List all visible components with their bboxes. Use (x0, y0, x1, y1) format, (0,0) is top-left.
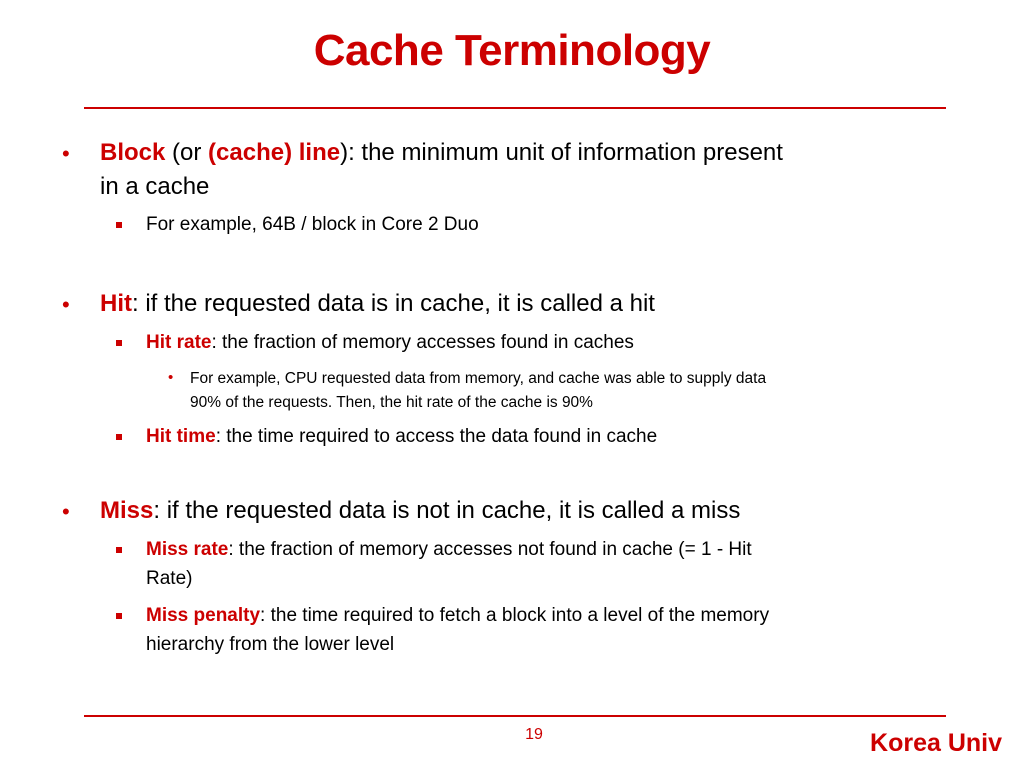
footer-org: Korea Univ (870, 729, 1002, 757)
square-bullet-icon (116, 613, 122, 619)
block-bullet-line1 (100, 139, 783, 167)
miss-penalty-line2: hierarchy from the lower level (146, 634, 395, 655)
slide-title: Cache Terminology (313, 26, 711, 75)
miss-bullet-line (100, 497, 740, 525)
block-text-b: ): the minimum unit of information present (340, 139, 783, 166)
miss-text: : if the requested data is not in cache, it is called a miss (153, 497, 741, 524)
term-miss: Miss (100, 497, 154, 524)
hit-text: : if the requested data is in cache, it is called a hit (132, 290, 655, 317)
hit-time-line (146, 426, 657, 448)
miss-rate-line2: Rate) (146, 568, 193, 589)
hit-rate-text: : the fraction of memory accesses found in caches (211, 332, 634, 353)
term-hit-time: Hit time (146, 426, 216, 447)
term-block: Block (100, 139, 166, 166)
square-bullet-icon (116, 434, 122, 440)
square-bullet-icon (116, 340, 122, 346)
block-example: For example, 64B / block in Core 2 Duo (146, 214, 479, 235)
miss-rate-text: : the fraction of memory accesses not found in cache (= 1 - Hit (228, 539, 752, 560)
square-bullet-icon (116, 222, 122, 228)
miss-rate-line1 (146, 539, 752, 561)
term-miss-rate: Miss rate (146, 539, 229, 560)
term-miss-penalty: Miss penalty (146, 605, 261, 626)
hit-rate-line (146, 332, 634, 354)
block-text-a: (or (165, 139, 209, 166)
square-bullet-icon (116, 547, 122, 553)
hit-example-line2: 90% of the requests. Then, the hit rate of the cache is 90% (190, 394, 593, 411)
bullet-dot-icon: • (62, 499, 70, 524)
hit-example-line1: For example, CPU requested data from memory, and cache was able to supply data (190, 370, 767, 387)
term-cache-line: (cache) line (208, 139, 341, 166)
page-number: 19 (525, 726, 543, 743)
block-bullet-line2: in a cache (100, 173, 210, 200)
miss-penalty-line1 (146, 605, 769, 627)
bullet-dot-icon: • (62, 141, 70, 166)
bullet-dot-icon: • (62, 292, 70, 317)
hit-bullet-line (100, 290, 655, 318)
miss-penalty-text: : the time required to fetch a block into a level of the memory (260, 605, 770, 626)
term-hit-rate: Hit rate (146, 332, 212, 353)
footer-divider (84, 715, 946, 717)
small-bullet-icon: • (168, 369, 174, 386)
term-hit: Hit (100, 290, 132, 317)
hit-time-text: : the time required to access the data found in cache (215, 426, 658, 447)
